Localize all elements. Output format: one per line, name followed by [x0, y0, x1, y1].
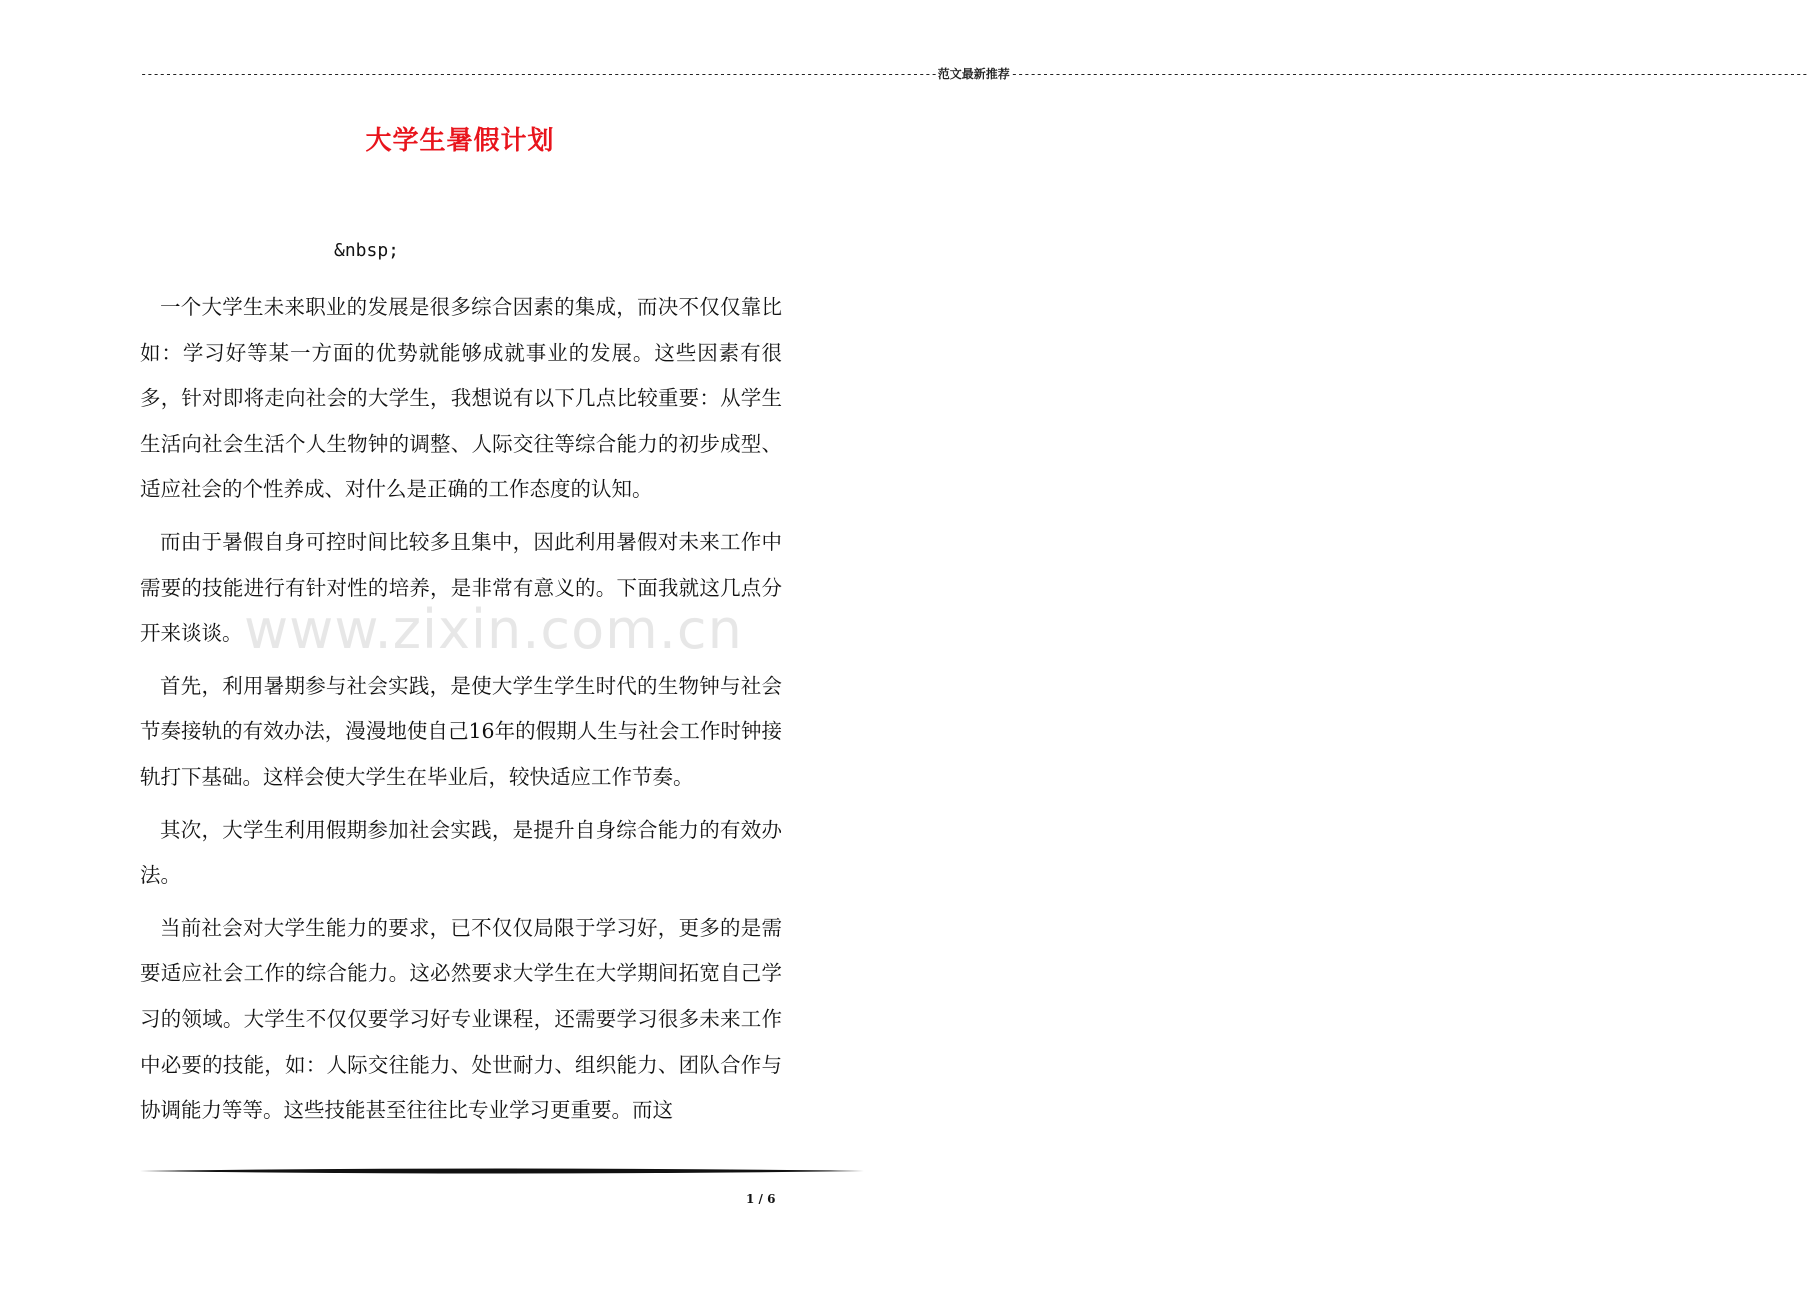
footer-rule	[140, 1166, 864, 1176]
watermark: www.zixin.com.cn	[244, 598, 743, 661]
paragraph-3: 首先，利用暑期参与社会实践，是使大学生学生时代的生物钟与社会节奏接轨的有效办法，漫漫地使自己16年的假期人生与社会工作时钟接轨打下基础。这样会使大学生在毕业后，较快适应工作节奏。	[140, 673, 782, 789]
page-number: 1 / 6	[746, 1192, 776, 1206]
page-header	[140, 66, 1808, 82]
paragraph-2: 而由于暑假自身可控时间比较多且集中，因此利用暑假对未来工作中需要的技能进行有针对性的培养，是非常有意义的。下面我就这几点分开来谈谈。	[140, 529, 782, 646]
nbsp-artifact: &nbsp;	[334, 240, 400, 261]
paragraph-4: 其次，大学生利用假期参加社会实践，是提升自身综合能力的有效办法。	[140, 817, 782, 888]
document-title: 大学生暑假计划	[365, 126, 555, 156]
header-label: 范文最新推荐	[937, 67, 1010, 81]
header-dash-right: --------------------------------------------------------------------------------------------------------------------------------	[1010, 67, 1808, 81]
header-dash-left: --------------------------------------------------------------------------------------------------------------------------------	[140, 67, 937, 81]
paragraph-1: 一个大学生未来职业的发展是很多综合因素的集成，而决不仅仅靠比如：学习好等某一方面的优势就能够成就事业的发展。这些因素有很多，针对即将走向社会的大学生，我想说有以下几点比较重要：从学生生活向社会生活个人生物钟的调整、人际交往等综合能力的初步成型、适应社会的个性养成、对什么是正确的工作态度的认知。	[140, 295, 782, 502]
paragraph-5: 当前社会对大学生能力的要求，已不仅仅局限于学习好，更多的是需要适应社会工作的综合能力。这必然要求大学生在大学期间拓宽自己学习的领域。大学生不仅仅要学习好专业课程，还需要学习很多未来工作中必要的技能，如：人际交往能力、处世耐力、组织能力、团队合作与协调能力等等。这些技能甚至往往比专业学习更重要。而这	[140, 915, 782, 1123]
document-body	[140, 285, 782, 1141]
